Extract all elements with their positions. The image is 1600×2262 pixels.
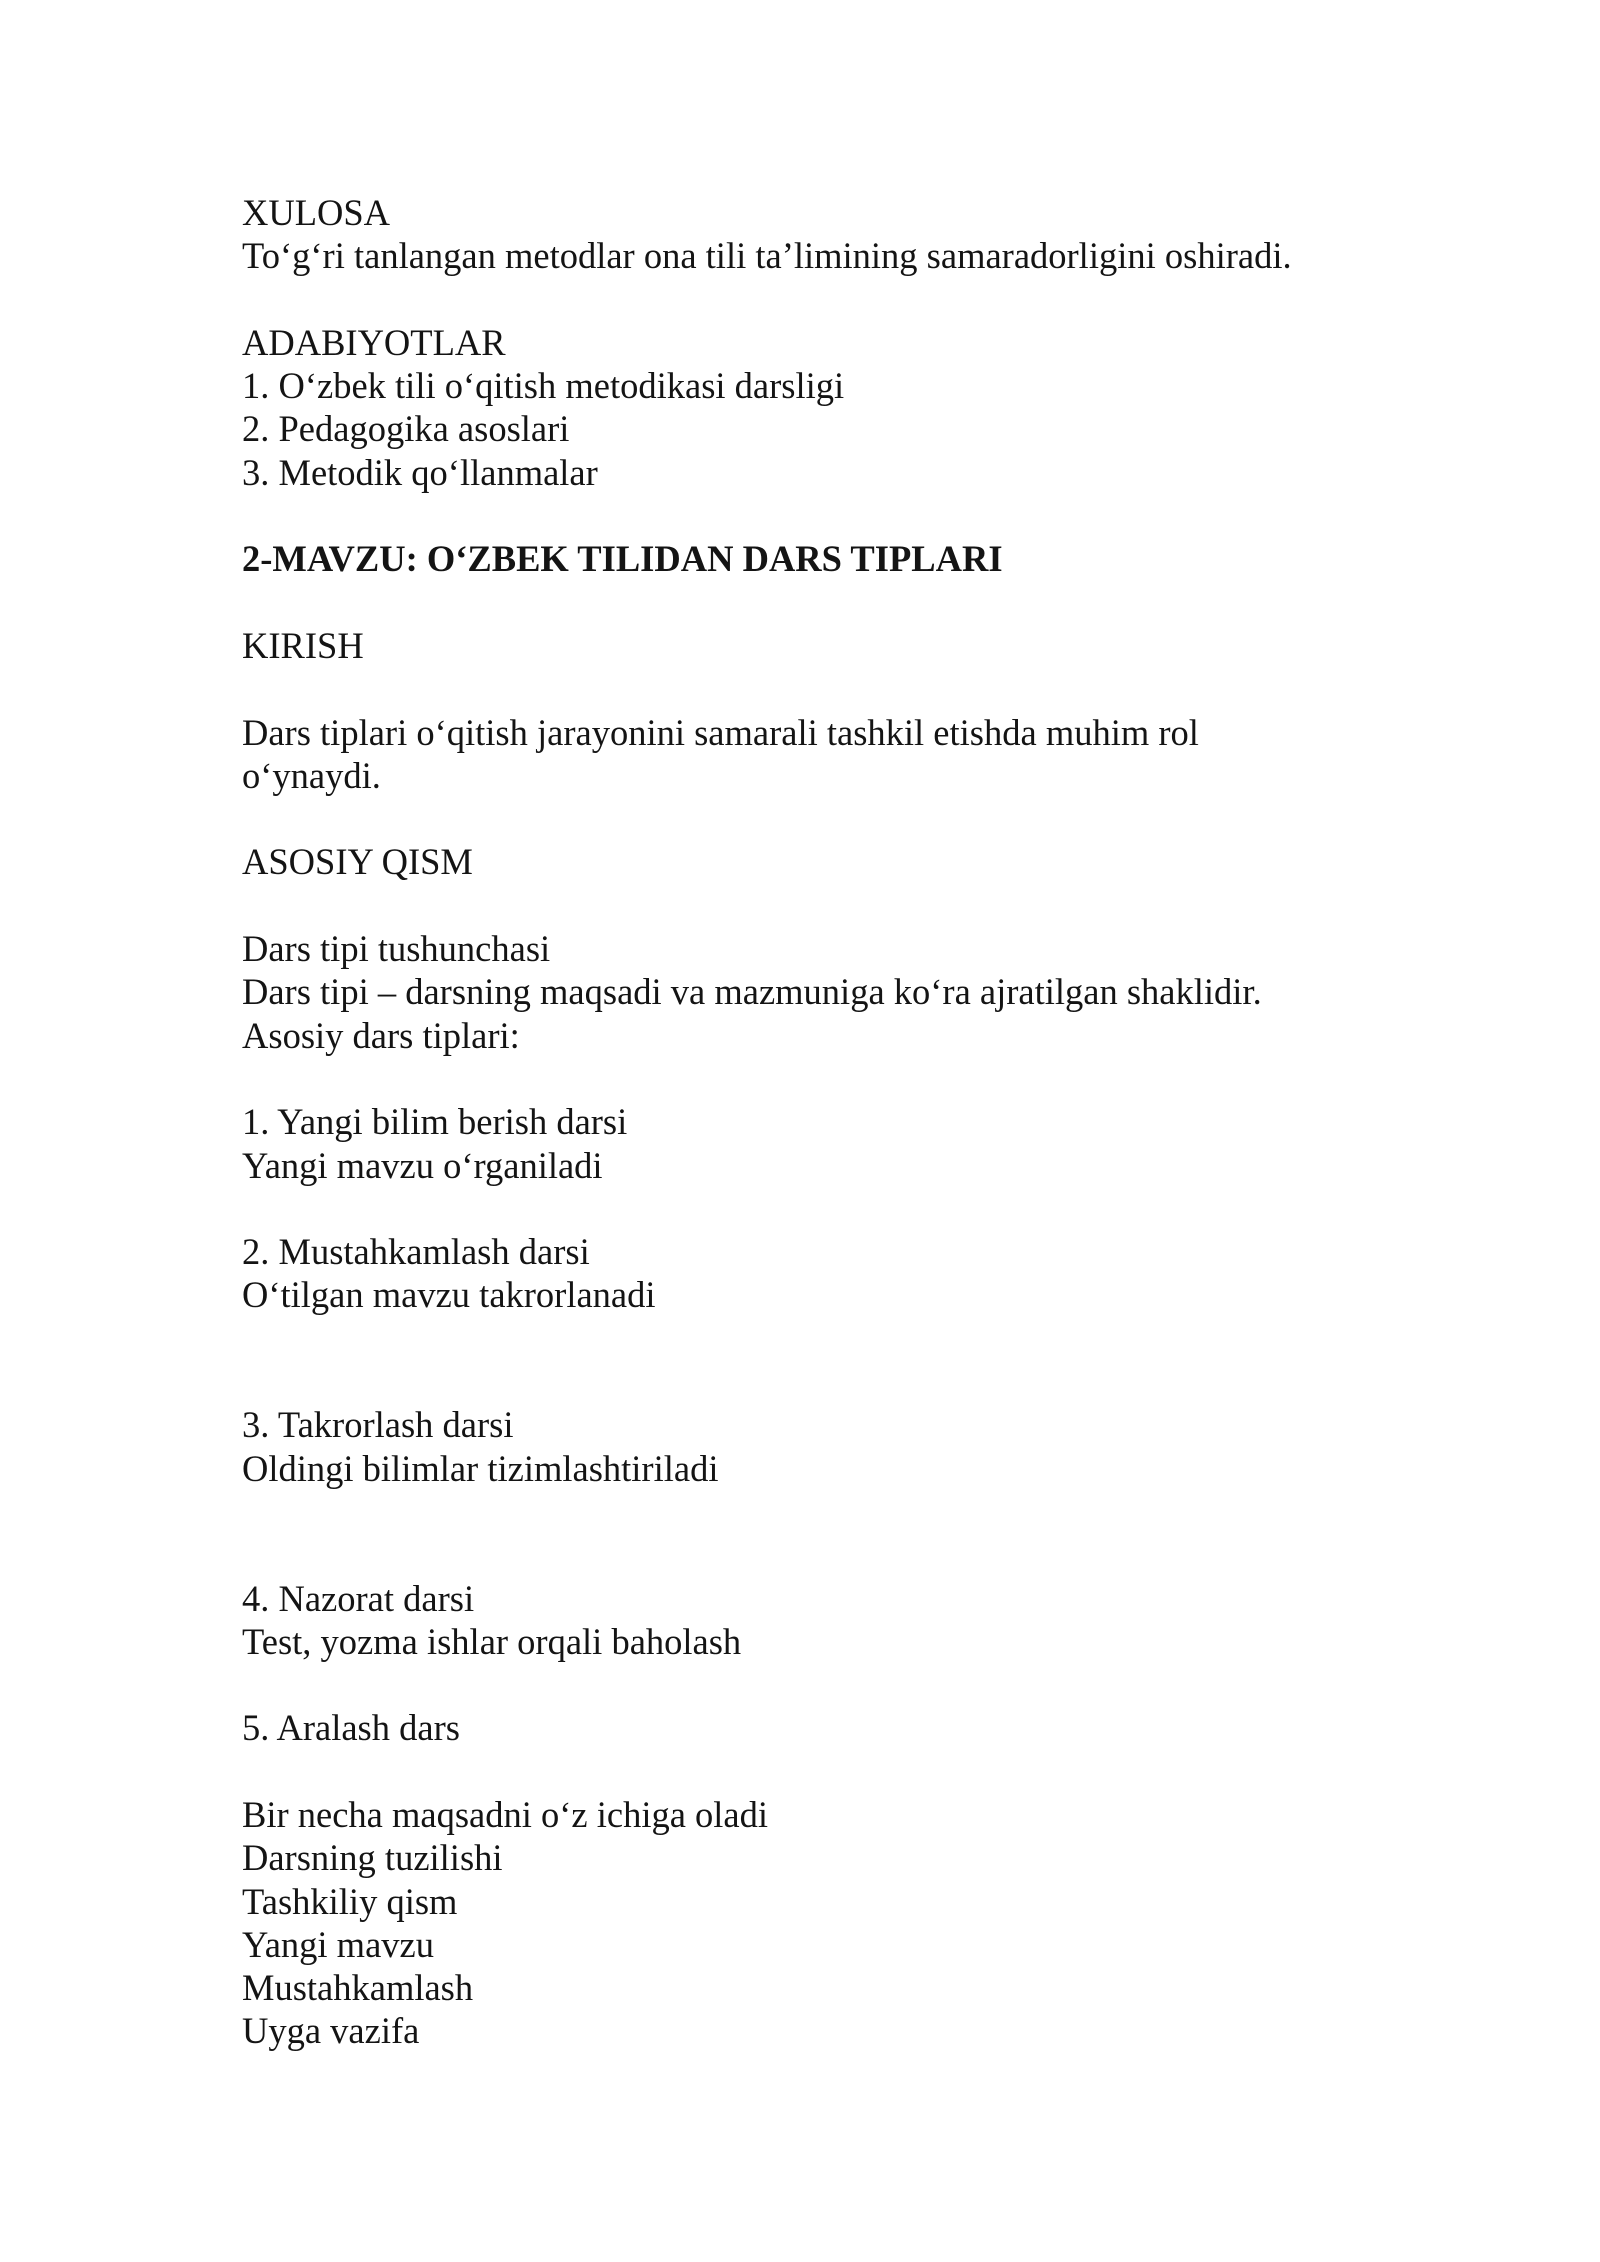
- spacer: [242, 1317, 1422, 1404]
- adabiyotlar-heading: ADABIYOTLAR: [242, 321, 506, 363]
- lesson-type-title: 4. Nazorat darsi: [242, 1577, 475, 1619]
- structure-heading: Darsning tuzilishi: [242, 1837, 503, 1879]
- document-body: [242, 191, 1422, 2053]
- lesson-type-desc: Oldingi bilimlar tizimlashtiriladi: [242, 1447, 719, 1489]
- types-intro: Asosiy dars tiplari:: [242, 1014, 520, 1056]
- lesson-type-desc: O‘tilgan mavzu takrorlanadi: [242, 1274, 656, 1316]
- spacer: [242, 1057, 1422, 1100]
- xulosa-heading: XULOSA: [242, 192, 391, 233]
- concept-definition: Dars tipi – darsning maqsadi va mazmuniga ko‘ra ajratilgan shaklidir.: [242, 971, 1262, 1013]
- lesson-type-desc: Yangi mavzu o‘rganiladi: [242, 1144, 603, 1186]
- spacer: [242, 1187, 1422, 1230]
- spacer: [242, 494, 1422, 537]
- spacer: [242, 1490, 1422, 1577]
- structure-item: Yangi mavzu: [242, 1923, 434, 1965]
- lesson-type-desc: Test, yozma ishlar orqali baholash: [242, 1620, 742, 1662]
- concept-subheading: Dars tipi tushunchasi: [242, 928, 551, 970]
- xulosa-text: To‘g‘ri tanlangan metodlar ona tili ta’limining samaradorligini oshiradi.: [242, 235, 1292, 277]
- kirish-heading: KIRISH: [242, 624, 364, 666]
- spacer: [242, 581, 1422, 624]
- reference-item: 1. O‘zbek tili o‘qitish metodikasi darsligi: [242, 365, 845, 407]
- kirish-text: Dars tiplari o‘qitish jarayonini samarali tashkil etishda muhim rol o‘ynaydi.: [242, 711, 1199, 796]
- spacer: [242, 667, 1422, 710]
- spacer: [242, 797, 1422, 840]
- lesson-type-title: 1. Yangi bilim berish darsi: [242, 1101, 628, 1143]
- lesson-type-desc: Bir necha maqsadni o‘z ichiga oladi: [242, 1793, 769, 1835]
- structure-item: Uyga vazifa: [242, 2010, 420, 2052]
- spacer: [242, 1750, 1422, 1793]
- asosiy-heading: ASOSIY QISM: [242, 841, 473, 883]
- topic-title: 2-MAVZU: O‘ZBEK TILIDAN DARS TIPLARI: [242, 538, 1003, 580]
- lesson-type-title: 5. Aralash dars: [242, 1707, 460, 1749]
- lesson-type-title: 3. Takrorlash darsi: [242, 1404, 514, 1446]
- structure-item: Mustahkamlash: [242, 1967, 474, 2009]
- structure-item: Tashkiliy qism: [242, 1880, 458, 1922]
- spacer: [242, 278, 1422, 321]
- lesson-type-title: 2. Mustahkamlash darsi: [242, 1231, 590, 1273]
- reference-item: 3. Metodik qo‘llanmalar: [242, 451, 598, 493]
- spacer: [242, 884, 1422, 927]
- reference-item: 2. Pedagogika asoslari: [242, 408, 570, 450]
- spacer: [242, 1663, 1422, 1706]
